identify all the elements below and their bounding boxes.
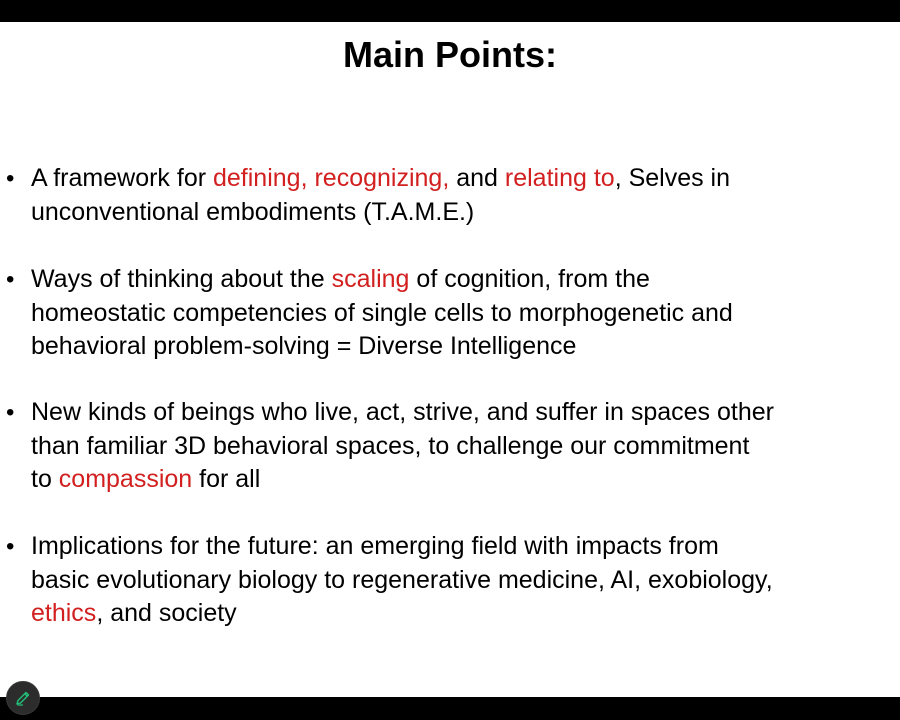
bullet-line <box>31 430 897 464</box>
bullet-text <box>31 162 897 229</box>
highlighted-text: relating to <box>504 164 615 192</box>
pencil-icon <box>15 690 31 706</box>
highlighted-text: scaling <box>331 265 410 293</box>
text-segment: behavioral problem-solving = Diverse Intelligence <box>31 332 577 360</box>
bullet-marker: • <box>6 533 15 560</box>
bullet-line <box>31 263 897 297</box>
bullet-line <box>31 530 897 564</box>
text-segment: homeostatic competencies of single cells to morphogenetic and <box>31 298 733 327</box>
text-segment: , Selves in <box>614 164 731 192</box>
text-segment: than familiar 3D behavioral spaces, to challenge our commitment <box>31 431 750 460</box>
text-segment: to <box>31 465 59 493</box>
text-segment: unconventional embodiments (T.A.M.E.) <box>31 197 475 226</box>
bullet-marker: • <box>6 165 15 192</box>
highlighted-text: ethics <box>31 599 97 627</box>
text-segment: of cognition, from the <box>409 265 650 293</box>
bottom-letterbox-bar <box>0 697 900 720</box>
bullet-line <box>31 463 897 497</box>
bullet-text <box>31 530 897 631</box>
text-segment: , and society <box>96 599 237 627</box>
text-segment: and <box>449 164 505 192</box>
bullet-line <box>31 330 897 364</box>
highlighted-text: compassion <box>58 465 193 493</box>
bullet-text <box>31 263 897 364</box>
text-segment: for all <box>192 465 261 493</box>
text-segment: New kinds of beings who live, act, strive, and suffer in spaces other <box>31 398 774 426</box>
bullet-line <box>31 597 897 631</box>
presentation-slide <box>0 22 900 697</box>
slide-title: Main Points: <box>343 34 557 75</box>
bullet-text <box>31 396 897 497</box>
text-segment: Ways of thinking about the <box>31 265 332 293</box>
bullet-line <box>31 297 897 331</box>
annotate-button[interactable] <box>6 681 40 715</box>
text-segment: basic evolutionary biology to regenerative medicine, AI, exobiology, <box>31 565 773 594</box>
top-letterbox-bar <box>0 0 900 22</box>
bullet-marker: • <box>6 266 15 293</box>
highlighted-text: defining, recognizing, <box>213 164 450 192</box>
bullet-line <box>31 196 897 230</box>
text-segment: Implications for the future: an emerging field with impacts from <box>31 532 719 560</box>
bullet-line <box>31 396 897 430</box>
text-segment: A framework for <box>31 164 213 192</box>
bullet-marker: • <box>6 399 15 426</box>
bullet-line <box>31 564 897 598</box>
bullet-line <box>31 162 897 196</box>
